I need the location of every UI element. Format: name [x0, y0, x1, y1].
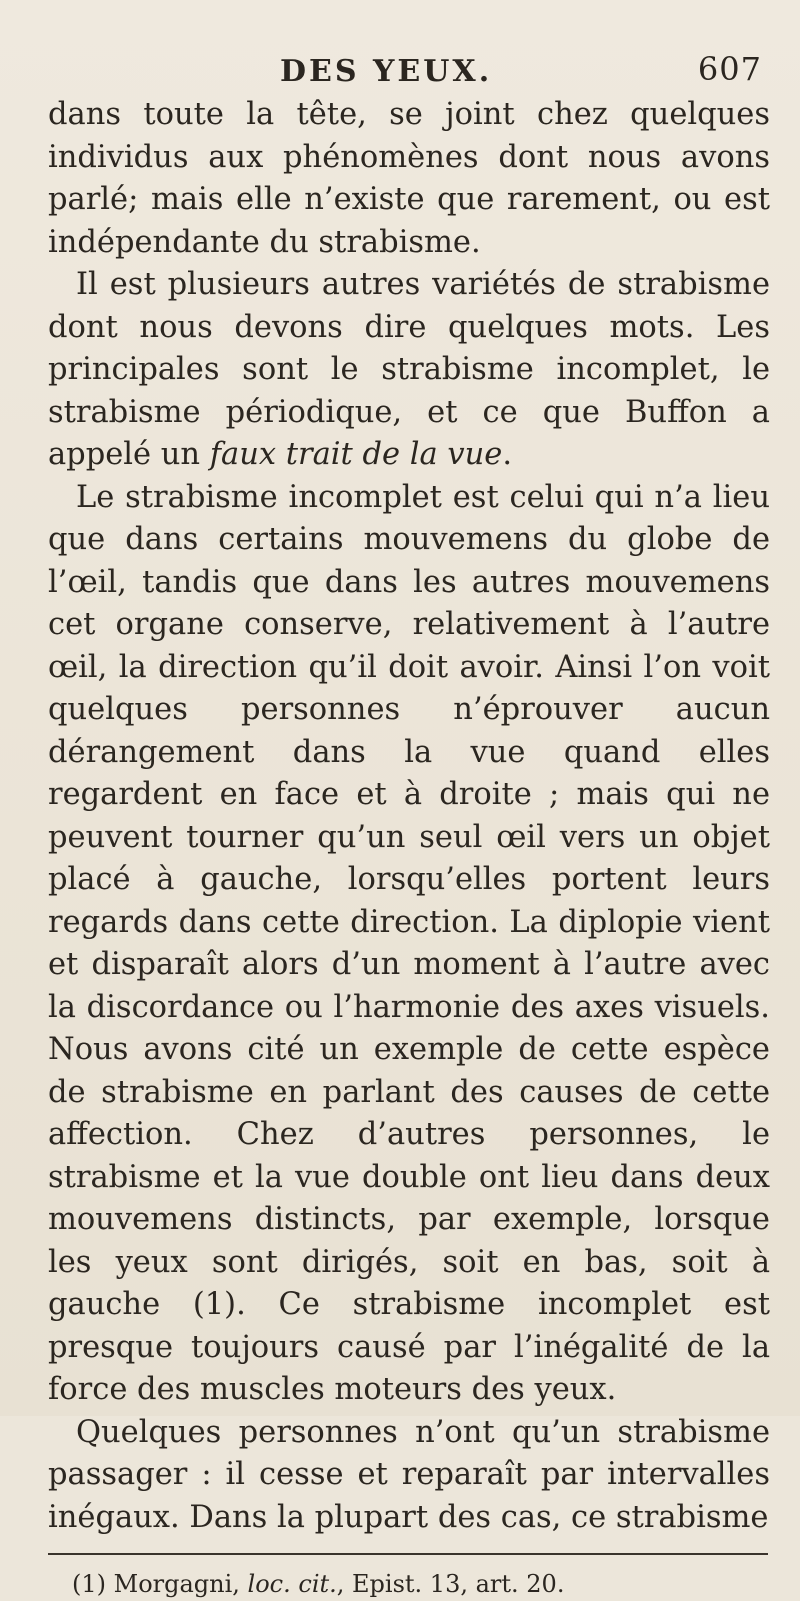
text-run: , Epist. 13, art. 20.	[336, 1570, 565, 1598]
italic-text: loc. cit.	[247, 1570, 337, 1598]
text-run: dans toute la tête, se joint chez quelques individus aux phénomènes dont nous avons parlé; mais elle n’existe que rarement, ou est indépendante du strabisme.	[48, 97, 770, 260]
text-run: Le strabisme incomplet est celui qui n’a lieu que dans certains mouvemens du globe de l’œil, tandis que dans les autres mouvemens cet organe conserve, relativement à l’autre œil, la direction qu’il doit avoir. Ainsi l’on voit quelques personnes n’éprouver aucun dérangement dans la vue quand elles regardent en face et à droite ; mais qui ne peuvent tourner qu’un seul œil vers un objet placé à gauche, lorsqu’elles portent leurs regards dans cette direction. La diplopie vient et disparaît alors d’un moment à l’autre avec la discordance ou l’harmonie des axes visuels. Nous avons cité un exemple de cette espèce de strabisme en parlant des causes de cette affection. Chez d’autres personnes, le strabisme et la vue double ont lieu dans deux mouvemens distincts, par exemple, lorsque les yeux sont dirigés, soit en bas, soit à gauche (1). Ce strabisme incomplet est presque toujours causé par l’inégalité de la force des muscles moteurs des yeux.	[48, 479, 770, 1407]
body-text	[48, 94, 770, 1539]
running-head	[48, 50, 770, 94]
footnote-rule	[48, 1553, 768, 1555]
text-run: (1) Morgagni,	[72, 1570, 248, 1598]
page-number: 607	[697, 50, 762, 88]
paragraph	[48, 94, 770, 264]
paragraph	[48, 477, 770, 1412]
running-title: DES YEUX.	[280, 54, 493, 89]
paragraph	[48, 1412, 770, 1540]
italic-text: faux trait de la vue	[209, 437, 503, 472]
footnote	[48, 1567, 770, 1601]
text-run: Il est plusieurs autres variétés de strabisme dont nous devons dire quelques mots. Les principales sont le strabisme incomplet, le strabisme périodique, et ce que Buffon a appelé un	[48, 267, 770, 472]
text-run: Quelques personnes n’ont qu’un strabisme passager : il cesse et reparaît par intervalles inégaux. Dans la plupart des cas, ce strabisme	[48, 1414, 770, 1535]
paragraph	[48, 264, 770, 477]
text-run: .	[502, 437, 513, 472]
